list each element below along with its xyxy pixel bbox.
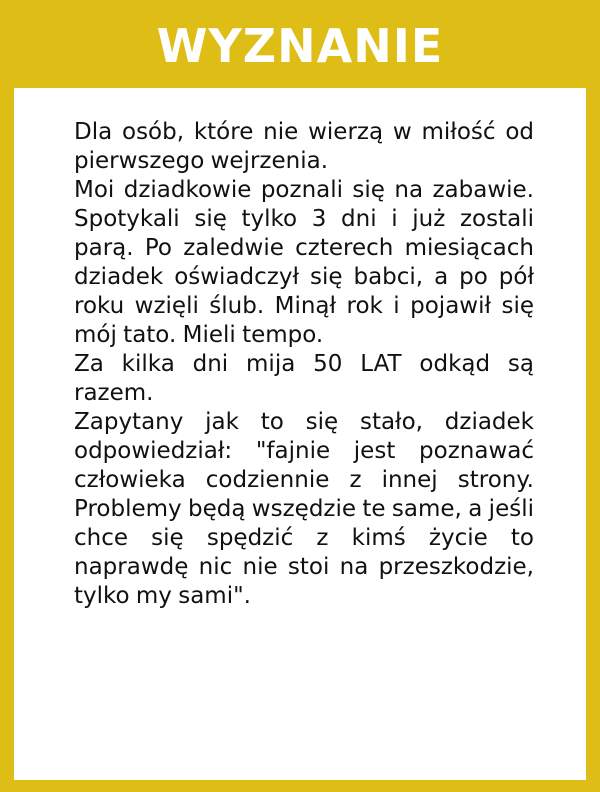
- paragraph-2: Moi dziadkowie poznali się na zabawie. Spotykali się tylko 3 dni i już zostali parą. Po zaledwie czterech miesiącach dziadek oświadczył się babci, a po pół roku wzięli ślub. Minął rok i pojawił się mój tato. Mieli tempo.: [74, 177, 534, 348]
- paragraph-4: Zapytany jak to się stało, dziadek odpowiedział: "fajnie jest poznawać człowieka codziennie z innej strony. Problemy będą wszędzie te same, a jeśli chce się spędzić z kimś życie to naprawdę nic nie stoi na przeszkodzie, tylko my sami".: [74, 409, 534, 609]
- confession-text: [74, 118, 534, 611]
- header-bar: [0, 0, 600, 88]
- page-title: WYZNANIE: [156, 19, 444, 73]
- paragraph-1: Dla osób, które nie wierzą w miłość od pierwszego wejrzenia.: [74, 119, 534, 174]
- content-panel: [14, 88, 586, 780]
- paragraph-3: Za kilka dni mija 50 LAT odkąd są razem.: [74, 351, 534, 406]
